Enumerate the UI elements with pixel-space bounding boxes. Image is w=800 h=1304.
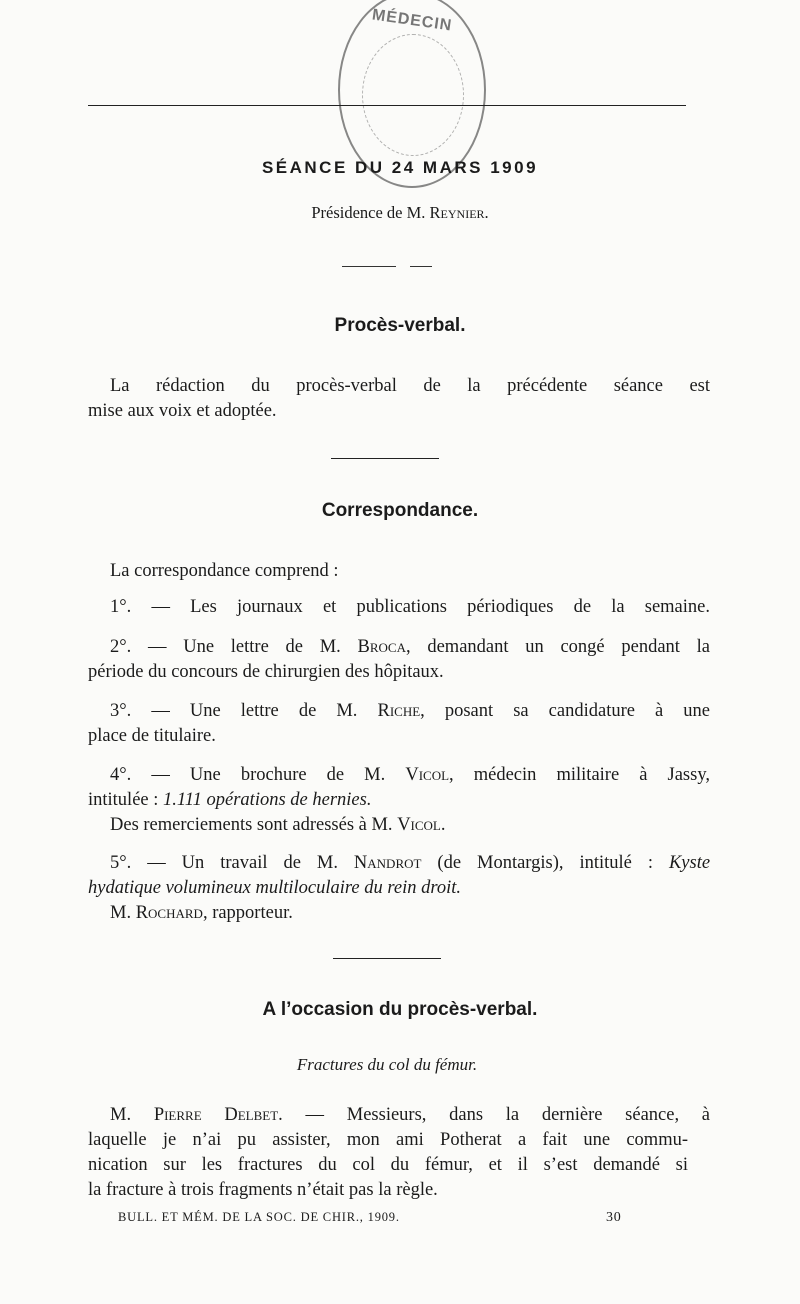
delbet-line-3: nication sur les fractures du col du fémur, et il s’est demandé si (88, 1155, 688, 1175)
item-5-title-line-2: hydatique volumineux multiloculaire du rein droit. (88, 878, 462, 898)
delbet-speaker-prefix: M. (110, 1105, 132, 1125)
delbet-line-4: la fracture à trois fragments n’était pas la règle. (88, 1180, 438, 1200)
item-2-prefix: 2°. — Une lettre de M. (110, 637, 341, 657)
item-5-name: Nandrot (353, 853, 422, 873)
president-name: Reynier. (429, 203, 489, 222)
item-4-thanks-name: Vicol. (397, 815, 446, 835)
item-4-line-1 (88, 763, 710, 788)
item-3-name: Riche (377, 701, 421, 721)
item-5-line-1 (88, 851, 710, 876)
section-rule-2 (333, 958, 441, 959)
presidence-line (0, 203, 800, 223)
item-4-title: 1.111 opérations de hernies. (163, 790, 372, 810)
rapporteur-suffix: , rapporteur. (202, 903, 293, 923)
section-rule-1 (331, 458, 439, 459)
delbet-line-2: laquelle je n’ai pu assister, mon ami Potherat a fait une commu- (88, 1130, 688, 1150)
proces-verbal-line-2: mise aux voix et adoptée. (88, 401, 277, 421)
short-dash-left (342, 266, 396, 267)
item-2-rest: , demandant un congé pendant la (405, 637, 711, 657)
rapporteur-name: Rochard (135, 903, 203, 923)
item-4-prefix: 4°. — Une brochure de M. (110, 765, 386, 785)
item-1: 1°. — Les journaux et publications périodiques de la semaine. (110, 597, 710, 617)
proces-verbal-line-1: La rédaction du procès-verbal de la précédente séance est (110, 376, 710, 396)
correspondance-heading: Correspondance. (321, 500, 479, 521)
item-4-intitulee: intitulée : (88, 790, 159, 810)
delbet-line-1 (88, 1103, 710, 1128)
item-2-line-2: période du concours de chirurgien des hôpitaux. (88, 662, 444, 682)
item-2-line-1 (88, 635, 710, 660)
delbet-line-1-rest: — Messieurs, dans la dernière séance, à (305, 1105, 711, 1125)
correspondance-intro: La correspondance comprend : (110, 561, 339, 581)
short-dash-right (410, 266, 432, 267)
item-3-rest: , posant sa candidature à une (420, 701, 711, 721)
item-5-title-start: Kyste (668, 853, 711, 873)
page-number: 30 (606, 1210, 622, 1225)
delbet-speaker-name: Pierre Delbet. (153, 1105, 283, 1125)
item-4-rest: , médecin militaire à Jassy, (449, 765, 711, 785)
item-5-rapporteur (88, 901, 710, 926)
item-5-rest: (de Montargis), intitulé : (437, 853, 653, 873)
occasion-heading: A l’occasion du procès-verbal. (262, 999, 538, 1020)
item-2-name: Broca (357, 637, 406, 657)
item-3-line-1 (88, 699, 710, 724)
top-rule (88, 105, 686, 106)
rapporteur-prefix: M. (110, 903, 132, 923)
item-4-line-2 (88, 788, 688, 813)
item-5-prefix: 5°. — Un travail de M. (110, 853, 338, 873)
item-4-thanks-prefix: Des remerciements sont adressés à M. (110, 815, 393, 835)
item-3-prefix: 3°. — Une lettre de M. (110, 701, 358, 721)
stamp-inner-ring (362, 34, 464, 156)
stamp-text: MÉDECIN (370, 6, 454, 35)
footer-citation: BULL. ET MÉM. DE LA SOC. DE CHIR., 1909. (118, 1210, 400, 1224)
presidence-prefix: Présidence de M. (311, 203, 426, 222)
occasion-subheading: Fractures du col du fémur. (296, 1055, 478, 1074)
item-4-name: Vicol (405, 765, 450, 785)
proces-verbal-heading: Procès-verbal. (334, 315, 466, 336)
item-3-line-2: place de titulaire. (88, 726, 216, 746)
seance-title: SÉANCE DU 24 MARS 1909 (261, 158, 539, 177)
item-4-thanks (88, 813, 710, 838)
